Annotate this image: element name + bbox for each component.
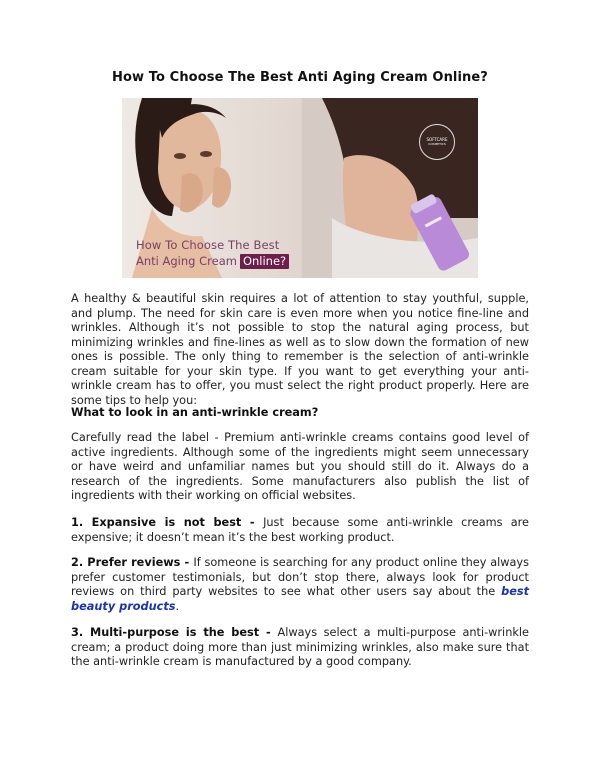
section-heading: What to look in an anti-wrinkle cream? xyxy=(71,406,319,419)
tip-3 xyxy=(71,626,529,670)
article-title: How To Choose The Best Anti Aging Cream Online? xyxy=(112,70,488,85)
tip-1 xyxy=(71,516,529,545)
best-beauty-products-link[interactable]: best beauty products xyxy=(71,585,529,613)
hero-caption-text: Anti Aging Cream xyxy=(136,254,237,268)
label-paragraph: Carefully read the label - Premium anti-wrinkle creams contains good level of active ingredients. Although some of the ingredients might seem unnecessary or have weird and unfamiliar names but you should still do it. Always do a research of the ingredients. Some manufacturers also publish the list of ingredients with their working on official websites. xyxy=(71,431,529,502)
hero-caption-line2 xyxy=(136,254,289,269)
hero-caption-line1: How To Choose The Best xyxy=(136,238,280,252)
tip-2-text: If someone is searching for any product online they always prefer customer testimonials, but don’t stop there, always look for product reviews on third party websites to see what other users say about the xyxy=(71,556,529,598)
seal-bottom-text: COSMETICS xyxy=(428,142,446,146)
seal-top-text: SOFTCARE xyxy=(426,137,448,142)
intro-paragraph: A healthy & beautiful skin requires a lot of attention to stay youthful, supple, and plump. The need for skin care is even more when you notice fine-line and wrinkles. Although it’s not possible to stop the natural aging process, but minimizing wrinkles and fine-lines as well as to slow down the formation of new ones is possible. The only thing to remember is the selection of anti-wrinkle cream suitable for your skin type. If you want to get everything your anti-wrinkle cream has to offer, you must select the right product properly. Here are some tips to help you: xyxy=(71,292,529,407)
tip-3-lead: 3. Multi-purpose is the best - xyxy=(71,626,278,639)
tip-2 xyxy=(71,556,529,614)
tip-2-tail: . xyxy=(175,599,180,613)
brand-seal-logo xyxy=(419,124,455,160)
tip-2-lead: 2. Prefer reviews - xyxy=(71,556,194,569)
tip-1-lead: 1. Expansive is not best - xyxy=(71,516,264,529)
hero-caption-highlight: Online? xyxy=(240,254,289,269)
hero-image xyxy=(122,98,478,278)
tip-3-text: Always select a multi-purpose anti-wrinkle cream; a product doing more than just minimizing wrinkles, also make sure that the anti-wrinkle cream is manufactured by a good company. xyxy=(71,626,529,668)
tip-1-text: Just because some anti-wrinkle creams are expensive; it doesn’t mean it’s the best working product. xyxy=(71,516,529,544)
